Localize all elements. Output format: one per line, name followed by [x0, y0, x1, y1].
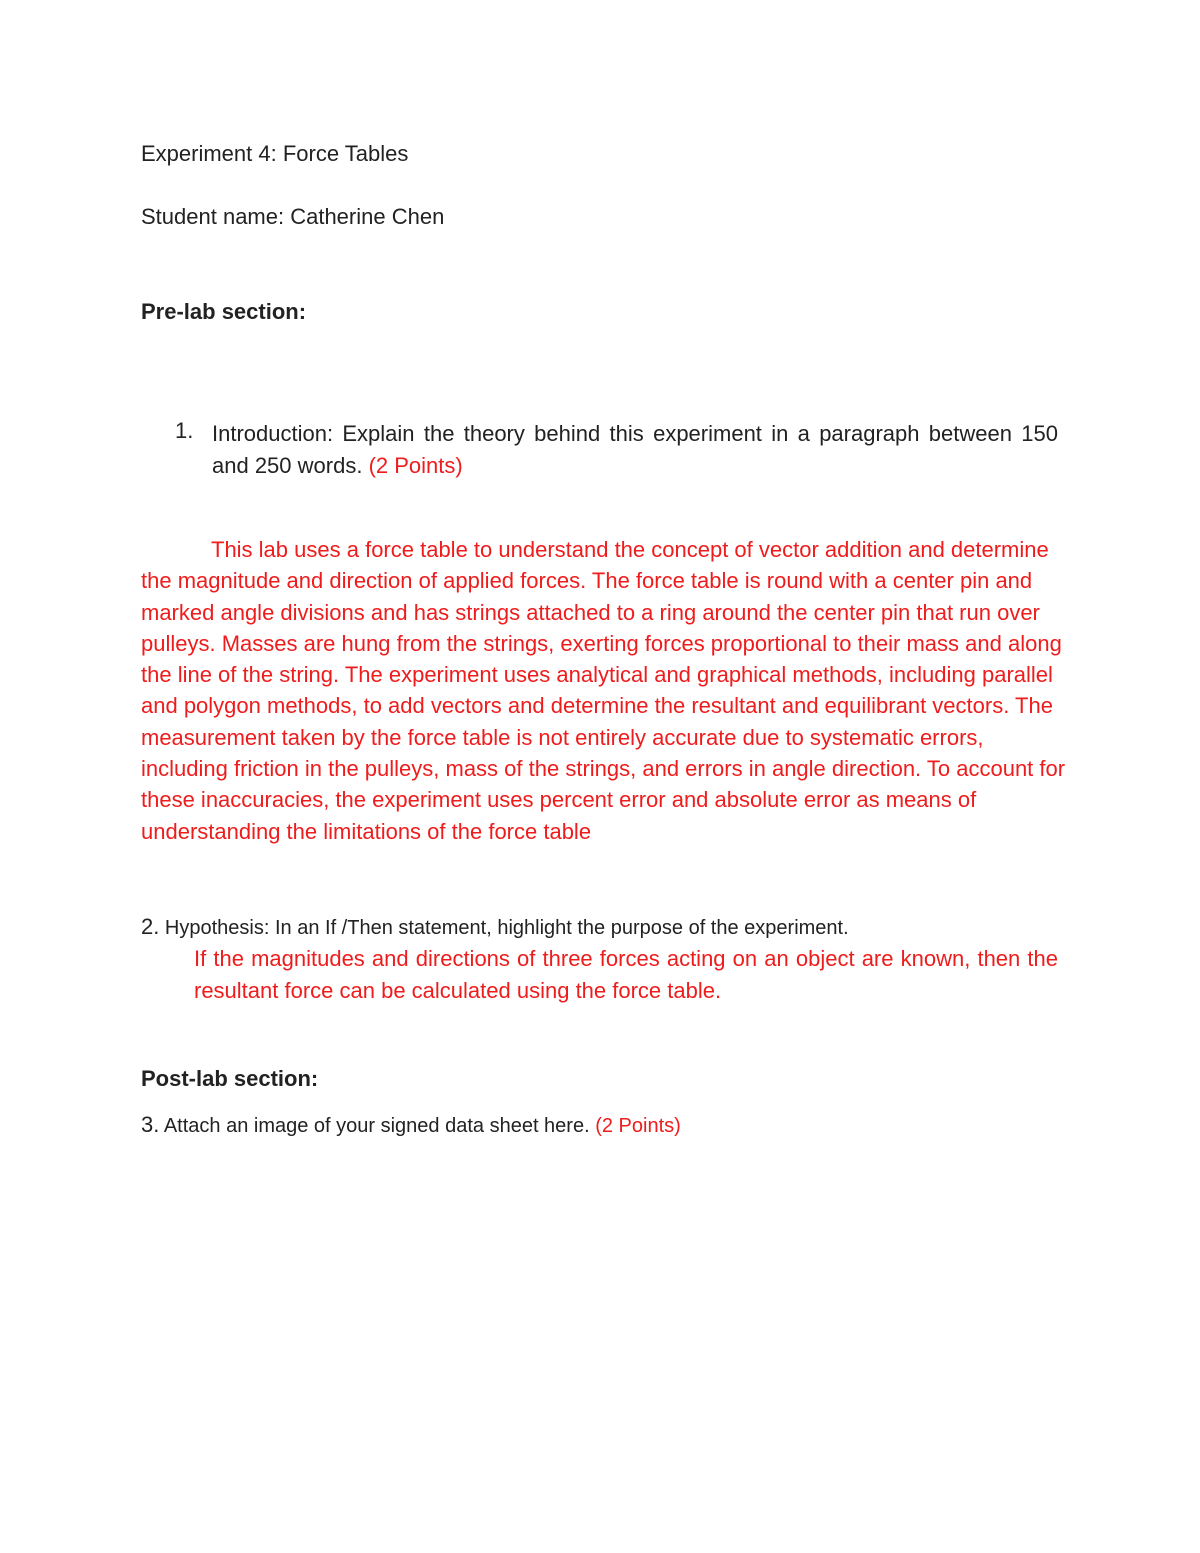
- question-3-number: 3.: [141, 1112, 160, 1137]
- question-3-points: (2 Points): [595, 1115, 681, 1137]
- prelab-heading: Pre-lab section:: [141, 299, 307, 324]
- question-1-text: Introduction: Explain the theory behind this experiment in a paragraph between 150 and 250 words.: [212, 421, 1058, 478]
- question-1: [212, 418, 1058, 482]
- student-name: Student name: Catherine Chen: [141, 204, 445, 229]
- question-2-number: 2.: [141, 914, 160, 939]
- question-1-number: 1.: [175, 418, 194, 443]
- postlab-heading: Post-lab section:: [141, 1066, 319, 1091]
- question-1-points: (2 Points): [368, 453, 463, 478]
- question-3: [141, 1112, 681, 1139]
- introduction-answer-text: This lab uses a force table to understand the concept of vector addition and determine the magnitude and direction of applied forces. The force table is round with a center pin and marked angle divisions and has strings attached to a ring around the center pin that run over pulleys. Masses are hung from the strings, exerting forces proportional to their mass and along the line of the string. The experiment uses analytical and graphical methods, including parallel and polygon methods, to add vectors and determine the resultant and equilibrant vectors. The measurement taken by the force table is not entirely accurate due to systematic errors, including friction in the pulleys, mass of the strings, and errors in angle direction. To account for these inaccuracies, the experiment uses percent error and absolute error as means of understanding the limitations of the force table: [141, 537, 1066, 844]
- question-2: [141, 914, 849, 941]
- question-2-text: Hypothesis: In an If /Then statement, highlight the purpose of the experiment.: [164, 917, 849, 939]
- introduction-answer: [141, 534, 1071, 847]
- hypothesis-answer: If the magnitudes and directions of three forces acting on an object are known, then the resultant force can be calculated using the force table.: [194, 946, 1058, 1003]
- document-title: Experiment 4: Force Tables: [141, 141, 409, 166]
- question-3-text: Attach an image of your signed data sheet here.: [163, 1115, 590, 1137]
